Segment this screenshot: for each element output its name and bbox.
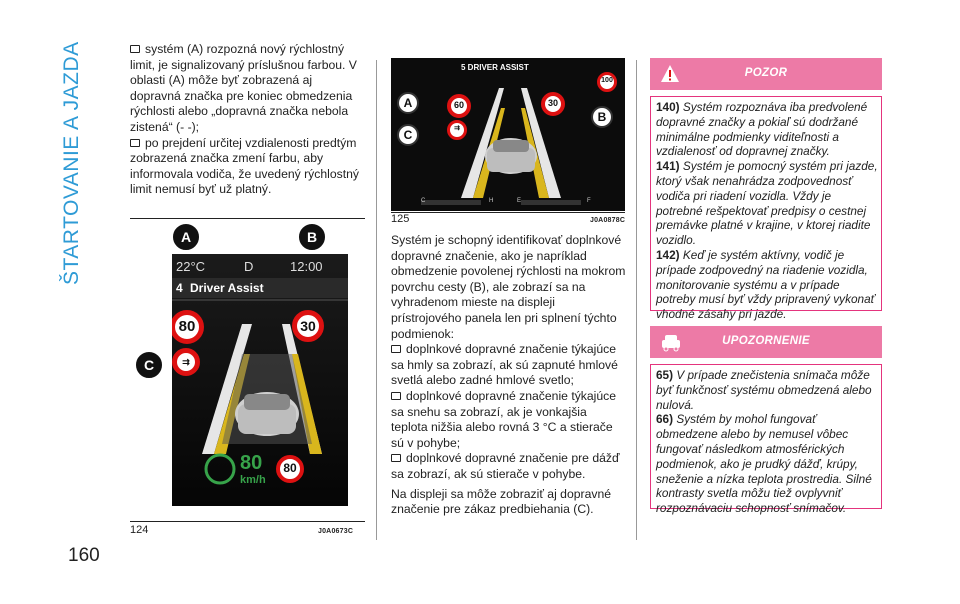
figure-code: J0A0878C bbox=[590, 217, 626, 224]
notice-text bbox=[656, 368, 880, 516]
gear-indicator: D bbox=[244, 259, 254, 274]
figure-number: 125 bbox=[391, 213, 410, 225]
outside-temperature: 22°C bbox=[176, 259, 206, 274]
warning-title: POZOR bbox=[744, 67, 788, 79]
warning-text bbox=[656, 100, 880, 322]
warning-header bbox=[650, 58, 882, 90]
figure-code: J0A0673C bbox=[318, 528, 354, 535]
bullet-icon bbox=[391, 454, 401, 462]
list-item: doplnkové dopravné značenie týkajúce sa hmly sa zobrazí, ak sú zapnuté hmlové svetlá alebo zadné hmlové svetlo; bbox=[391, 342, 618, 388]
notice-item: 65) V prípade znečistenia snímača môže byť funkčnosť systému obmedzená alebo nulová. bbox=[656, 368, 872, 412]
speed-limit-sign-b: 30 bbox=[541, 92, 565, 116]
bullet-icon bbox=[130, 139, 140, 147]
list-item: systém (A) rozpozná nový rýchlostný limit, je signalizovaný príslušnou farbou. V oblasti (A) môže byť zobrazená aj dopravná značka pre koniec obmedzenia rýchlosti alebo „dopravná značka nebola zistená“ (- -); bbox=[130, 42, 357, 134]
notice-title: UPOZORNENIE bbox=[722, 335, 810, 347]
fuel-gauge-full: F bbox=[587, 198, 591, 204]
section-title: ŠTARTOVANIE A JAZDA bbox=[60, 41, 83, 285]
bullet-icon bbox=[130, 45, 140, 53]
label-a: A bbox=[397, 92, 419, 114]
list-item: doplnkové dopravné značenie pre dážď sa zobrazí, ak sú stierače v pohybe. bbox=[391, 451, 620, 481]
list-item: doplnkové dopravné značenie týkajúce sa snehu sa zobrazí, ak je vonkajšia teplota nižšia alebo rovná 3 °C a stierače sú v pohybe; bbox=[391, 388, 617, 450]
column-1-text bbox=[130, 42, 365, 198]
label-c: C bbox=[136, 352, 162, 378]
no-overtaking-sign: ⇉ bbox=[172, 348, 200, 376]
warning-item: 142) Keď je systém aktívny, vodič je prípade zodpovedný na riadenie vozidla, monitorovanie systému a v prípade potreby musí byť vždy pripravený vykonať vhodné zásahy pri jazde. bbox=[656, 247, 875, 322]
warning-item: 140) Systém rozpoznáva iba predvolené dopravné značky a pokiaľ sú dodržané minimálne podmienky viditeľnosti a vzdialenosť od dopravnej značky. bbox=[656, 100, 868, 159]
caption-rule bbox=[130, 521, 365, 522]
bullet-icon bbox=[391, 345, 401, 353]
page-number: 160 bbox=[68, 545, 100, 566]
current-speed: 80 bbox=[240, 452, 263, 474]
notice-header bbox=[650, 326, 882, 358]
figure-number: 124 bbox=[130, 524, 149, 536]
label-b: B bbox=[299, 224, 325, 250]
cluster-display-graphic bbox=[391, 58, 625, 211]
speed-limit-sign-top: 100 bbox=[597, 72, 617, 92]
cluster-header: 5 DRIVER ASSIST bbox=[461, 63, 529, 72]
notice-item: 66) Systém by mohol fungovať obmedzene alebo by nemusel vôbec fungovať následkom atmosférických podmienok, ako je prudký dážď, krúpy, sneženie a nízka teplota prostredia. Silné kontrasty svetla môžu tiež ovplyvniť rozpoznávaciu schopnosť snímačov. bbox=[656, 412, 872, 516]
speed-limit-sign-a: 80 bbox=[172, 310, 204, 344]
temp-gauge-min: C bbox=[421, 198, 426, 204]
column-divider bbox=[376, 60, 377, 540]
label-b: B bbox=[591, 106, 613, 128]
list-item: po prejdení určitej vzdialenosti predtým zobrazená značka zmení farbu, aby informovala vodiča, že uvedený rýchlostný limit nemusí byť už platný. bbox=[130, 135, 359, 197]
paragraph: Systém je schopný identifikovať doplnkové dopravné značenie, ako je napríklad obmedzenie povolenej rýchlosti na mokrom povrchu cesty (B), ale zobrazí sa na vyhradenom mieste na displeji prístrojového panela len pri splnení týchto podmienok: bbox=[391, 233, 626, 341]
speed-limit-sign-small: 80 bbox=[276, 455, 304, 483]
mode-number: 4 bbox=[176, 281, 183, 295]
label-a: A bbox=[173, 224, 199, 250]
mode-label: Driver Assist bbox=[190, 281, 264, 295]
speed-limit-sign-b: 30 bbox=[292, 310, 324, 342]
speed-unit: km/h bbox=[240, 474, 266, 486]
label-c: C bbox=[397, 124, 419, 146]
caption-rule bbox=[391, 212, 625, 213]
no-overtaking-sign: ⇉ bbox=[447, 120, 467, 140]
figure-rule bbox=[130, 218, 365, 219]
figure-124 bbox=[172, 254, 348, 506]
column-2-text bbox=[391, 233, 626, 518]
warning-box bbox=[650, 96, 882, 322]
temp-gauge-max: H bbox=[489, 198, 494, 204]
bullet-icon bbox=[391, 392, 401, 400]
paragraph: Na displeji sa môže zobraziť aj dopravné značenie pre zákaz predbiehania (C). bbox=[391, 486, 611, 517]
speed-limit-sign-a: 60 bbox=[447, 94, 471, 118]
column-divider bbox=[636, 60, 637, 540]
warning-item: 141) Systém je pomocný systém pri jazde, ktorý však nenahrádza zodpovednosť vodiča pri riadení vozidla. Vždy je potrebné rešpektovať predpisy o cestnej premávke platné v krajine, v ktorej riadite vozidlo. bbox=[656, 159, 878, 248]
figure-125 bbox=[391, 58, 625, 211]
notice-box bbox=[650, 364, 882, 516]
fuel-gauge-empty: E bbox=[517, 198, 522, 204]
clock: 12:00 bbox=[290, 259, 323, 274]
